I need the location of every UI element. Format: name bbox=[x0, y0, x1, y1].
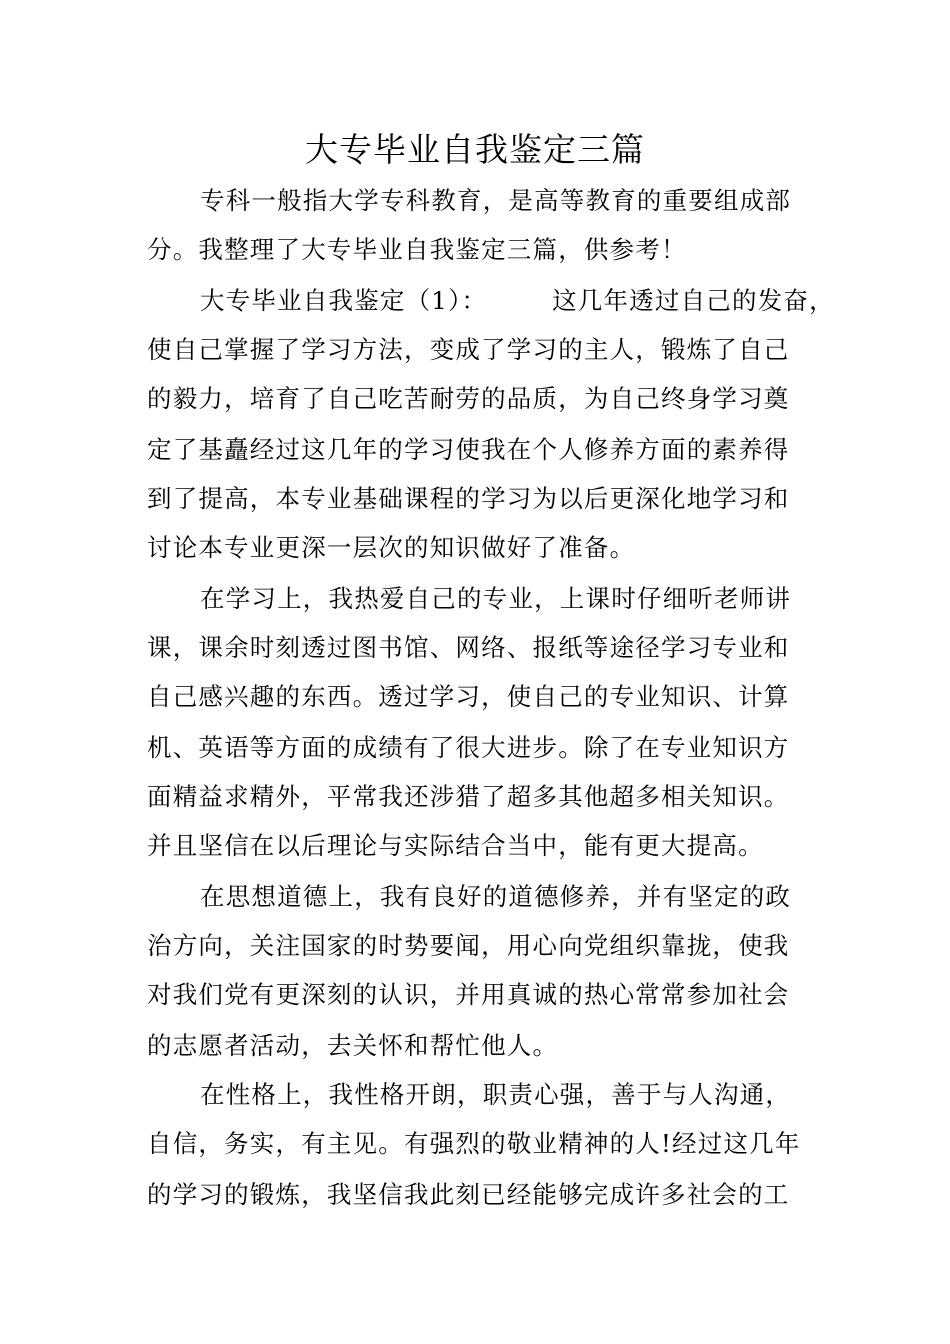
text-line: 课，课余时刻透过图书馆、网络、报纸等途径学习专业和 bbox=[147, 633, 790, 662]
text-line: 的志愿者活动，去关怀和帮忙他人。 bbox=[147, 1031, 559, 1060]
text-line: 在思想道德上，我有良好的道德修养，并有坚定的政 bbox=[200, 882, 792, 911]
text-line: 自信，务实，有主见。有强烈的敬业精神的人!经过这几年 bbox=[147, 1129, 801, 1158]
text-line: 并且坚信在以后理论与实际结合当中，能有更大提高。 bbox=[147, 831, 764, 860]
text-line: 对我们党有更深刻的认识，并用真诚的热心常常参加社会 bbox=[147, 980, 790, 1009]
text-line: 在性格上，我性格开朗，职责心强，善于与人沟通， bbox=[200, 1080, 792, 1109]
text-line: 定了基矗经过这几年的学习使我在个人修养方面的素养得 bbox=[147, 435, 790, 464]
text-line: 到了提高，本专业基础课程的学习为以后更深化地学习和 bbox=[147, 484, 790, 513]
text-line: 专科一般指大学专科教育，是高等教育的重要组成部 bbox=[200, 186, 792, 215]
text-line: 机、英语等方面的成绩有了很大进步。除了在专业知识方 bbox=[147, 733, 790, 762]
text-line: 治方向，关注国家的时势要闻，用心向党组织靠拢，使我 bbox=[147, 931, 790, 960]
text-line: 大专毕业自我鉴定（1）： 这几年透过自己的发奋， bbox=[200, 286, 835, 315]
text-line: 在学习上，我热爱自己的专业，上课时仔细听老师讲 bbox=[200, 584, 792, 613]
text-line: 的学习的锻炼，我坚信我此刻已经能够完成许多社会的工 bbox=[147, 1180, 790, 1209]
text-line: 使自己掌握了学习方法，变成了学习的主人，锻炼了自己 bbox=[147, 335, 790, 364]
text-line: 的毅力，培育了自己吃苦耐劳的品质，为自己终身学习奠 bbox=[147, 384, 790, 413]
text-line: 自己感兴趣的东西。透过学习，使自己的专业知识、计算 bbox=[147, 682, 790, 711]
text-line: 面精益求精外，平常我还涉猎了超多其他超多相关知识。 bbox=[147, 782, 790, 811]
text-line: 讨论本专业更深一层次的知识做好了准备。 bbox=[147, 533, 636, 562]
text-line: 分。我整理了大专毕业自我鉴定三篇，供参考！ bbox=[147, 235, 687, 264]
document-title: 大专毕业自我鉴定三篇 bbox=[305, 130, 645, 169]
